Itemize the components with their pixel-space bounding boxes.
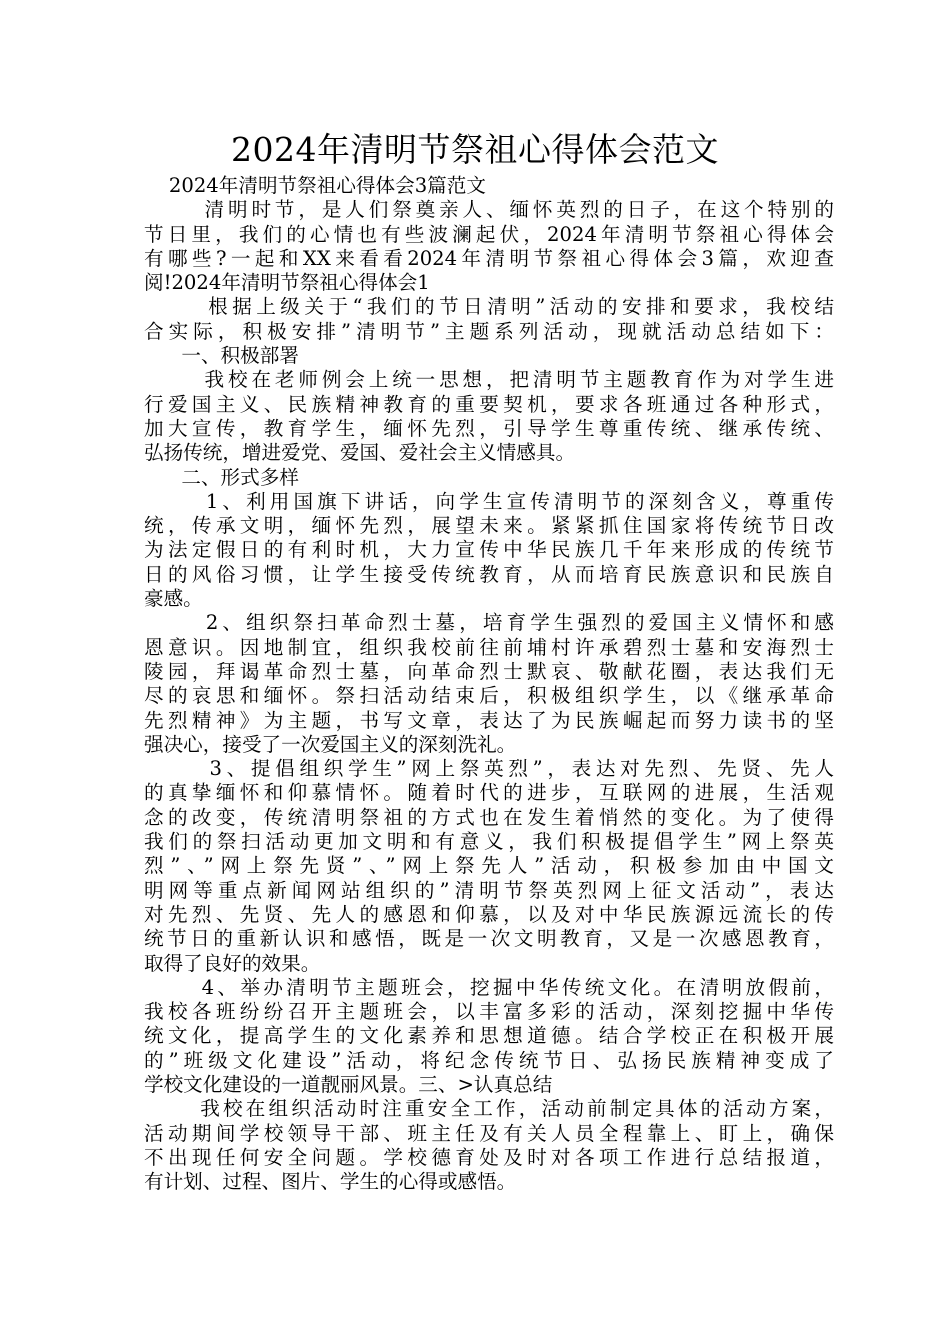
body-line: 我们的祭扫活动更加文明和有意义，我们积极提倡学生”网上祭英 [144,830,834,854]
body-line: 我校在组织活动时注重安全工作，活动前制定具体的活动方案， [144,1097,834,1121]
body-line: 合实际，积极安排”清明节”主题系列活动，现就活动总结如下： [144,319,834,343]
body-line: 清明时节，是人们祭奠亲人、缅怀英烈的日子，在这个特别的 [144,198,834,222]
body-line: 先烈精神》为主题，书写文章，表达了为民族崛起而努力读书的坚 [144,708,834,732]
body-line: 烈”、”网上祭先贤”、”网上祭先人”活动，积极参加由中国文 [144,854,834,878]
body-line: 阅!2024年清明节祭祖心得体会1 [144,271,430,295]
body-line: 对先烈、先贤、先人的感恩和仰慕，以及对中华民族源远流长的传 [144,902,834,926]
body-line: 活动期间学校领导干部、班主任及有关人员全程靠上、盯上，确保 [144,1121,834,1145]
body-line: 日的风俗习惯，让学生接受传统教育，从而培育民族意识和民族自 [144,562,834,586]
body-line: 一、积极部署 [144,344,299,368]
body-line: 强决心，接受了一次爱国主义的深刻洗礼。 [144,732,517,756]
document-title: 2024年清明节祭祖心得体会范文 [231,130,719,169]
body-line: 行爱国主义、民族精神教育的重要契机，要求各班通过各种形式， [144,392,834,416]
body-line: 取得了良好的效果。 [144,951,321,975]
body-line: 统节日的重新认识和感悟，既是一次文明教育，又是一次感恩教育， [144,927,834,951]
body-line: 1、利用国旗下讲话，向学生宣传清明节的深刻含义，尊重传 [144,489,834,513]
body-line: 陵园，拜谒革命烈士墓，向革命烈士默哀、敬献花圈，表达我们无 [144,659,834,683]
body-line: 不出现任何安全问题。学校德育处及时对各项工作进行总结报道， [144,1145,834,1169]
body-line: 的真挚缅怀和仰慕情怀。随着时代的进步，互联网的进展，生活观 [144,781,834,805]
body-line: 节日里，我们的心情也有些波澜起伏，2024年清明节祭祖心得体会 [144,222,834,246]
body-line: 有计划、过程、图片、学生的心得或感悟。 [144,1170,517,1194]
body-line: 2、组织祭扫革命烈士墓，培育学生强烈的爱国主义情怀和感 [144,611,834,635]
body-line: 念的改变，传统清明祭祖的方式也在发生着悄然的变化。为了使得 [144,805,834,829]
document-body [144,174,834,1194]
body-line: 豪感。 [144,587,203,611]
body-line: 我校各班纷纷召开主题班会，以丰富多彩的活动，深刻挖掘中华传 [144,1000,834,1024]
body-line: 恩意识。因地制宜，组织我校前往前埔村许承碧烈士墓和安海烈士 [144,635,834,659]
body-line: 4、举办清明节主题班会，挖掘中华传统文化。在清明放假前， [144,975,834,999]
body-line: 有哪些?一起和XX来看看2024年清明节祭祖心得体会3篇，欢迎查 [144,246,834,270]
body-line: 根据上级关于“我们的节日清明”活动的安排和要求，我校结 [144,295,834,319]
body-line: 3、提倡组织学生”网上祭英烈”，表达对先烈、先贤、先人 [144,757,834,781]
body-line: 明网等重点新闻网站组织的”清明节祭英烈网上征文活动”，表达 [144,878,834,902]
body-line: 为法定假日的有利时机，大力宣传中华民族几千年来形成的传统节 [144,538,834,562]
body-line: 统，传承文明，缅怀先烈，展望未来。紧紧抓住国家将传统节日改 [144,514,834,538]
body-line: 弘扬传统，增进爱党、爱国、爱社会主义情感具。 [144,441,576,465]
body-line: 加大宣传，教育学生，缅怀先烈，引导学生尊重传统、继承传统、 [144,416,834,440]
body-line: 2024年清明节祭祖心得体会3篇范文 [144,174,486,197]
body-line: 尽的哀思和缅怀。祭扫活动结束后，积极组织学生，以《继承革命 [144,684,834,708]
body-line: 学校文化建设的一道靓丽风景。三、>认真总结 [144,1072,553,1096]
body-line: 的”班级文化建设”活动，将纪念传统节日、弘扬民族精神变成了 [144,1048,834,1072]
body-line: 统文化，提高学生的文化素养和思想道德。结合学校正在积极开展 [144,1024,834,1048]
body-line: 二、形式多样 [144,465,299,489]
body-line: 我校在老师例会上统一思想，把清明节主题教育作为对学生进 [144,368,834,392]
